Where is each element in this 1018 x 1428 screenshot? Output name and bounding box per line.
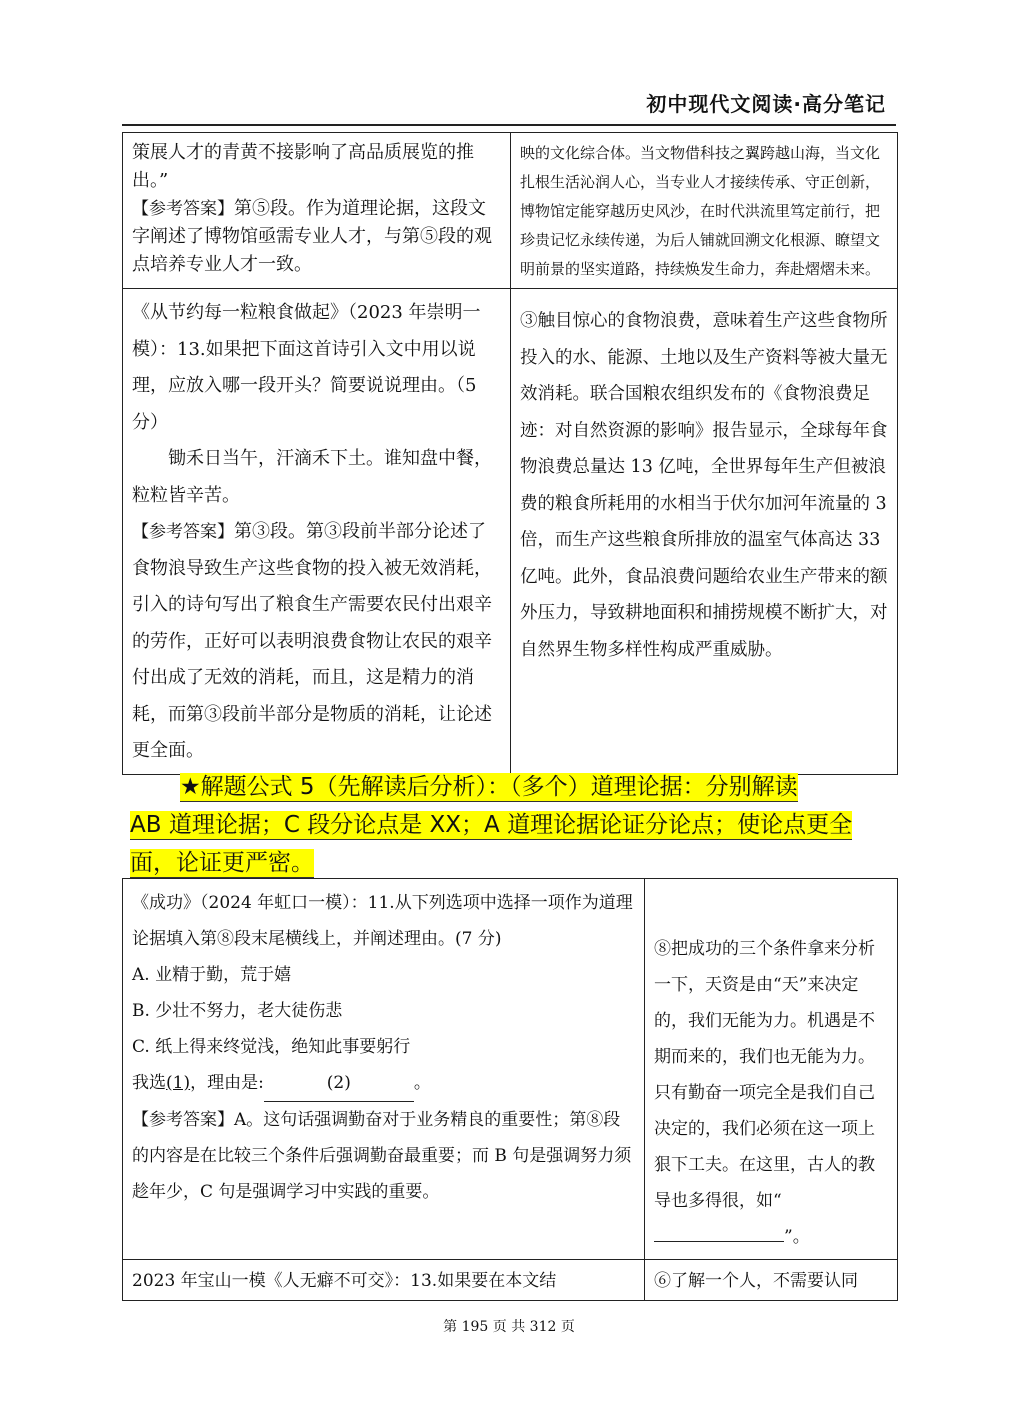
content-table-2 [122,878,898,1301]
answer-paragraph [132,1102,635,1210]
formula-line: ★解题公式 5（先解读后分析）：（多个）道理论据：分别解读 [180,774,798,800]
passage-text: ⑥了解一个人，不需要认同 [654,1271,858,1291]
answer-label: 【参考答案】 [132,522,234,542]
question-text: 《成功》（2024 年虹口一模）：11.从下列选项中选择一项作为道理论据填入第⑧段末尾横线上，并阐述理由。(7 分) [132,893,633,949]
blank-2: (2) [264,1065,414,1102]
passage-cell [511,289,898,775]
header-divider [122,124,896,126]
content-table-1 [122,132,898,775]
formula-line: AB 道理论据；C 段分论点是 XX；A 道理论据论证分论点；使论点更全 [130,812,853,838]
choice-line: 我选(1)，理由是: (2) 。 [132,1065,635,1102]
option-a: A. 业精于勤，荒于嬉 [132,965,292,985]
question-cell [123,289,511,775]
passage-text: ⑧把成功的三个条件拿来分析一下，天资是由“天”来决定的，我们无能为力。机遇是不期而来的，我们也无能为力。只有勤奋一项完全是我们自己决定的，我们必须在这一项上狠下工夫。在这里，古人的教导也多得很，如“”。 [654,939,875,1247]
passage-cell [645,1260,898,1301]
formula-line: 面，论证更严密。 [130,850,314,876]
question-text: 2023 年宝山一模《人无癖不可交》：13.如果要在本文结 [132,1271,557,1291]
option-b: B. 少壮不努力，老大徒伤悲 [132,1001,343,1021]
question-cell [123,1260,645,1301]
answer-paragraph [132,195,501,279]
passage-cell [511,133,898,289]
table-row [123,879,898,1260]
page-header-title: 初中现代文阅读·高分笔记 [646,92,886,116]
quote-ending: 策展人才的青黄不接影响了高品质展览的推出。” [132,142,474,191]
answer-label: 【参考答案】 [132,1110,234,1130]
answer-label: 【参考答案】 [132,199,234,219]
option-c: C. 纸上得来终觉浅，绝知此事要躬行 [132,1037,411,1057]
table-row [123,133,898,289]
answer-paragraph [132,514,501,770]
table-row [123,289,898,775]
answer-text: 第③段。第③段前半部分论述了食物浪导致生产这些食物的投入被无效消耗，引入的诗句写出了粮食生产需要农民付出艰辛的劳作，正好可以表明浪费食物让农民的艰辛付出成了无效的消耗，而且，这是精力的消耗，而第③段前半部分是物质的消耗，让论述更全面。 [132,521,492,761]
question-cell [123,133,511,289]
passage-text: 映的文化综合体。当文物借科技之翼跨越山海，当文化扎根生活沁润人心，当专业人才接续传承、守正创新，博物馆定能穿越历史风沙，在时代洪流里笃定前行，把珍贵记忆永续传递，为后人铺就回溯文化根源、瞭望文明前景的坚实道路，持续焕发生命力，奔赴熠熠未来。 [520,144,881,278]
question-cell [123,879,645,1260]
passage-cell [645,879,898,1260]
passage-text: ③触目惊心的食物浪费，意味着生产这些食物所投入的水、能源、土地以及生产资料等被大量无效消耗。联合国粮农组织发布的《食物浪费足迹：对自然资源的影响》报告显示，全球每年食物浪费总量达 13 亿吨，全世界每年生产但被浪费的粮食所耗用的水相当于伏尔加河年流量的 3 倍，而生产这些粮食所排放的温室气体高达 33 亿吨。此外，食品浪费问题给农业生产带来的额外压力，导致耕地面积和捕捞规模不断扩大，对自然界生物多样性构成严重威胁。 [520,311,888,660]
fill-blank [654,1241,784,1242]
page-footer: 第 195 页 共 312 页 [443,1319,575,1335]
blank-1: (1) [166,1073,191,1093]
answer-text: 第⑤段。作为道理论据，这段文字阐述了博物馆亟需专业人才，与第⑤段的观点培养专业人才一致。 [132,198,492,275]
answer-text: A。这句话强调勤奋对于业务精良的重要性；第⑧段的内容是在比较三个条件后强调勤奋最重要；而 B 句是强调努力须趁年少，C 句是强调学习中实践的重要。 [132,1110,632,1202]
poem-text: 锄禾日当午，汗滴禾下土。谁知盘中餐，粒粒皆辛苦。 [132,448,492,506]
question-text: 《从节约每一粒粮食做起》（2023 年崇明一模）：13.如果把下面这首诗引入文中用以说理，应放入哪一段开头？简要说说理由。（5 分） [132,302,481,433]
formula-highlight [130,768,890,882]
table-row [123,1260,898,1301]
